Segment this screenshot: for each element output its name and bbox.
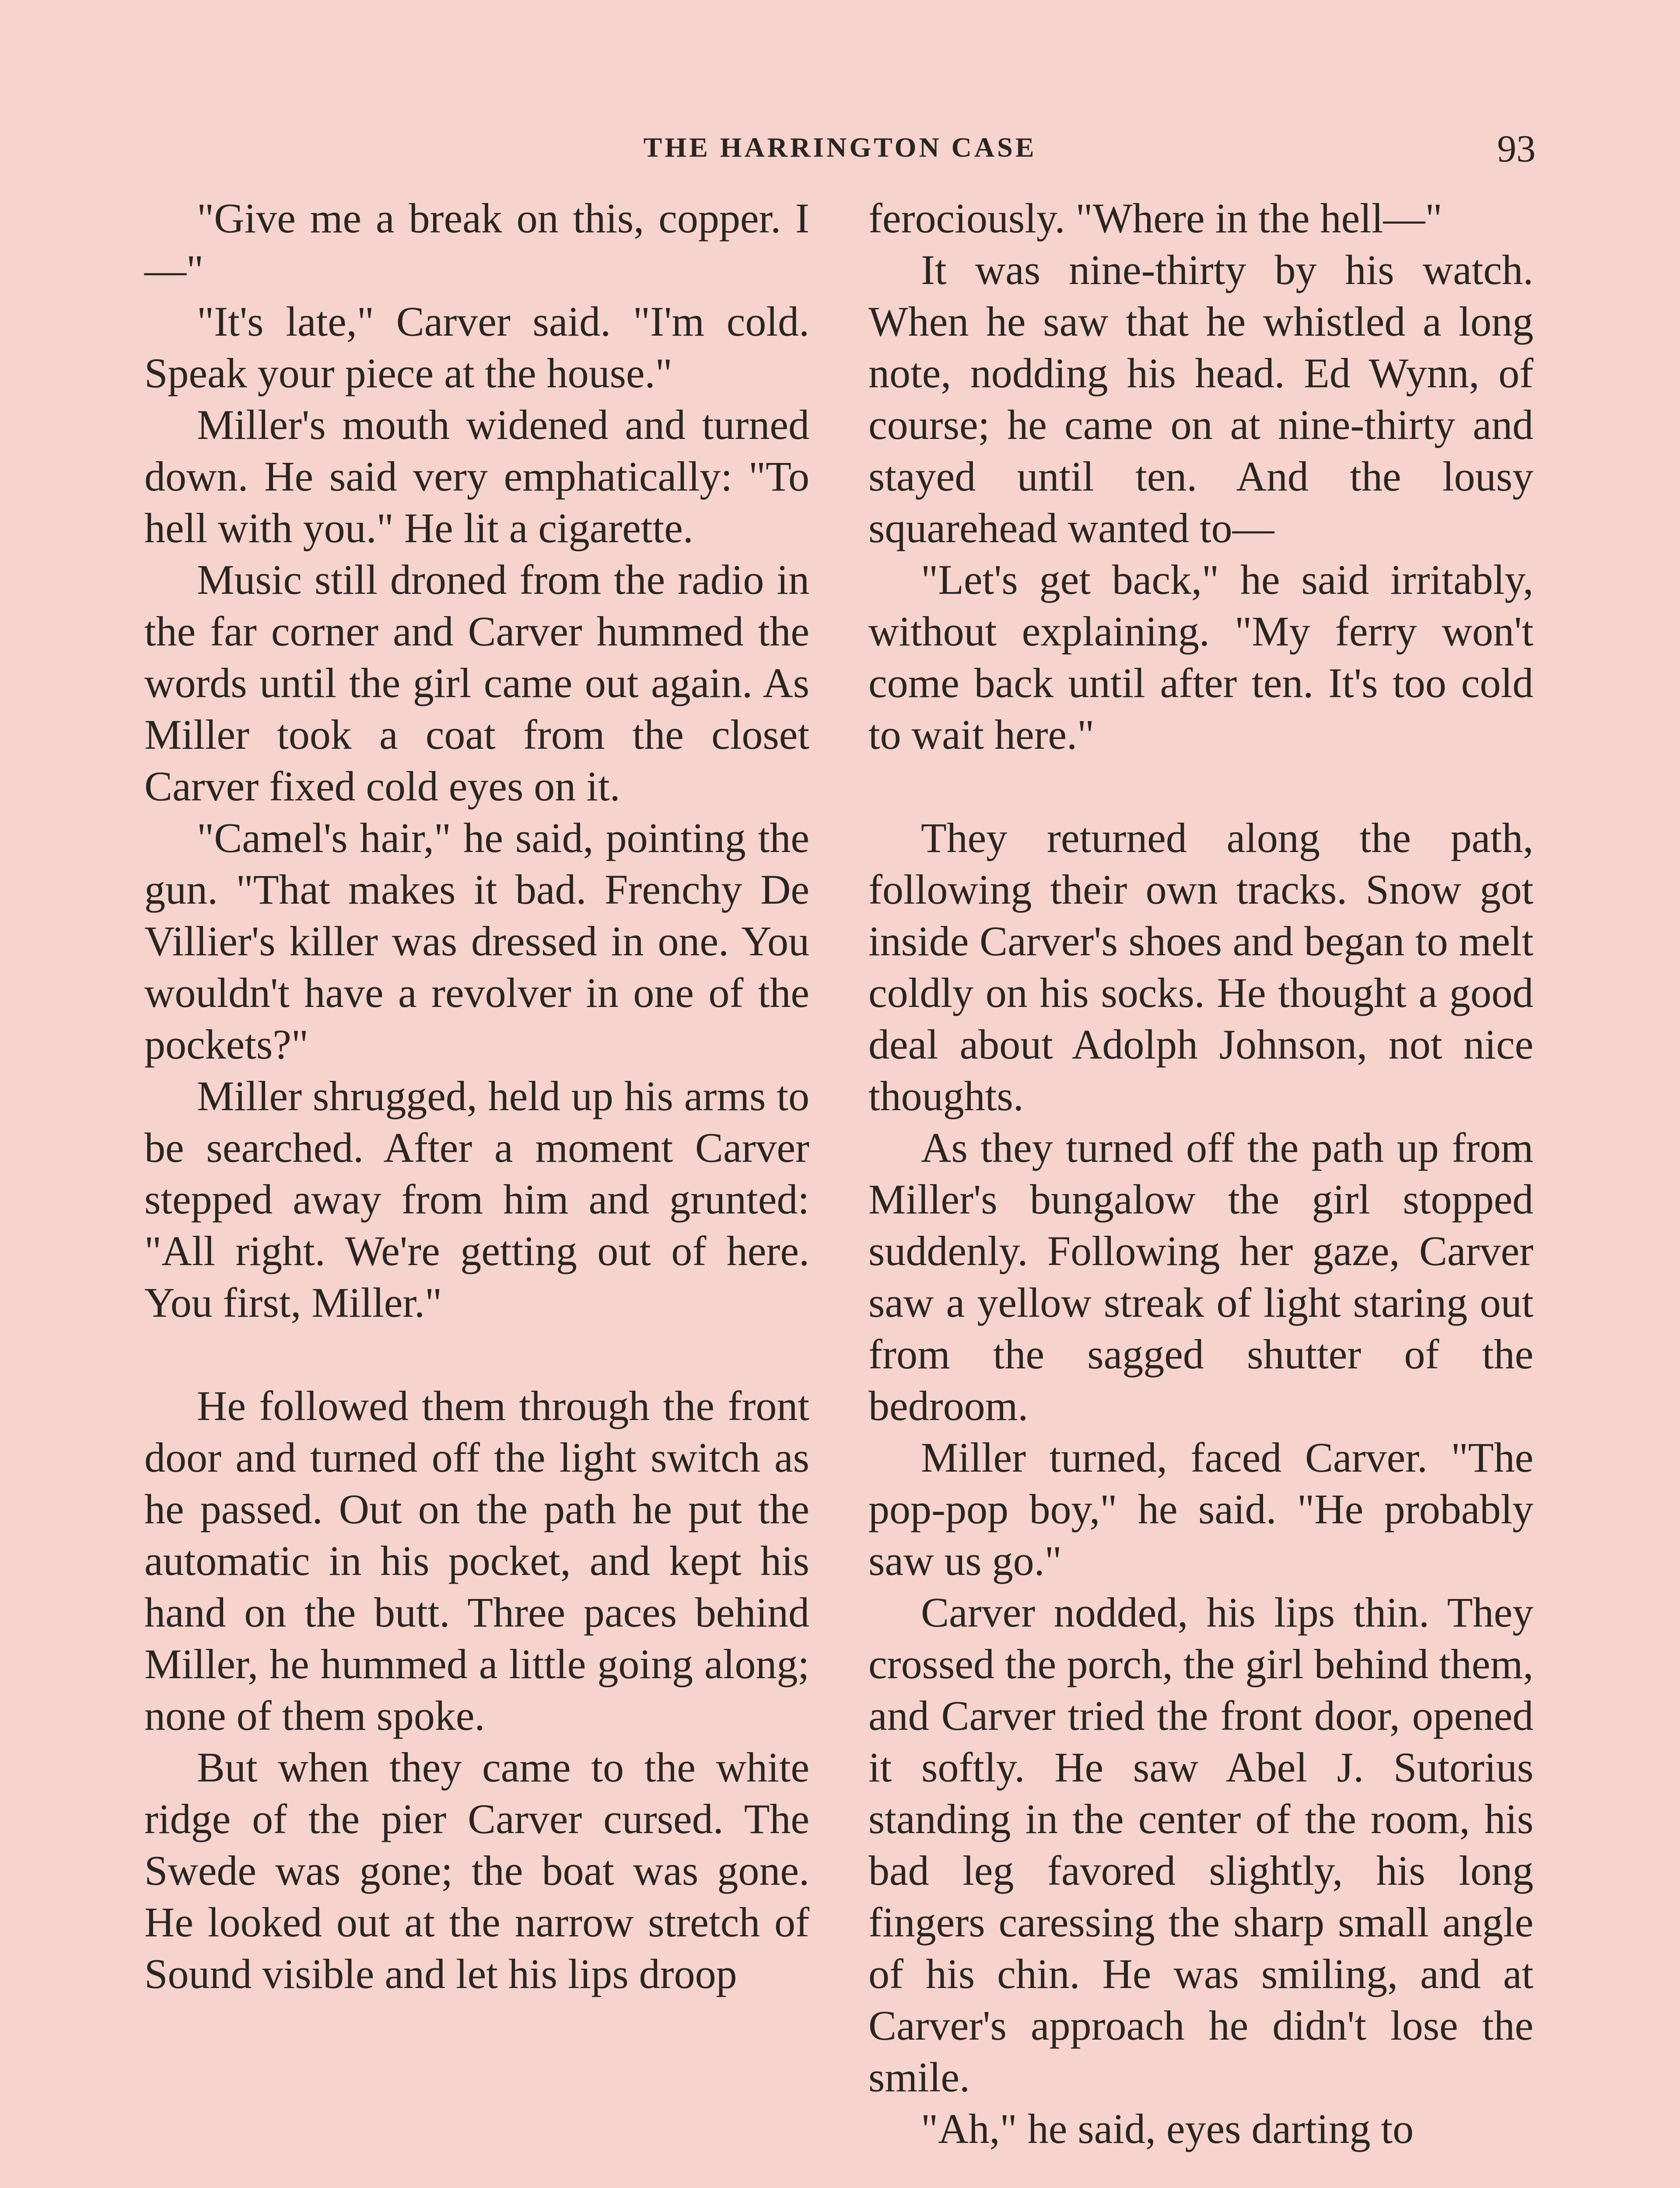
left-column [144, 193, 809, 2000]
paragraph: Miller turned, faced Carver. "The pop-pop boy," he said. "He probably saw us go." [868, 1434, 1533, 1584]
paragraph: He followed them through the front door and turned off the light switch as he passed. Out on the path he put the automatic in his pocket, and kept his hand on the butt. Three paces behind Miller, he hummed a little going along; none of them spoke. [144, 1382, 809, 1739]
paragraph: "It's late," Carver said. "I'm cold. Speak your piece at the house." [144, 298, 809, 396]
paragraph: "Ah," he said, eyes darting to [921, 2105, 1414, 2152]
paragraph: ferociously. "Where in the hell—" [868, 195, 1442, 242]
running-head: THE HARRINGTON CASE [643, 132, 1037, 163]
paragraph: "Camel's hair," he said, pointing the gun. "That makes it bad. Frenchy De Villier's killer was dressed in one. You wouldn't have a revolver in one of the pockets?" [144, 814, 809, 1068]
page-number: 93 [1497, 128, 1536, 170]
paragraph: "Give me a break on this, copper. I—" [144, 195, 809, 293]
page-header [144, 127, 1536, 179]
paragraph: It was nine-thirty by his watch. When he saw that he whistled a long note, nodding his head. Ed Wynn, of course; he came on at nine-thirty and stayed until ten. And the lousy squarehead wanted to— [868, 246, 1533, 551]
paragraph: "Let's get back," he said irritably, without explaining. "My ferry won't come back until after ten. It's too cold to wait here." [868, 556, 1533, 758]
paragraph: Carver nodded, his lips thin. They crossed the porch, the girl behind them, and Carver tried the front door, opened it softly. He saw Abel J. Sutorius standing in the center of the room, his bad leg favored slightly, his long fingers caressing the sharp small angle of his chin. He was smiling, and at Carver's approach he didn't lose the smile. [868, 1589, 1533, 2100]
paragraph: They returned along the path, following their own tracks. Snow got inside Carver's shoes and began to melt coldly on his socks. He thought a good deal about Adolph Johnson, not nice thoughts. [868, 814, 1533, 1119]
paragraph: Miller shrugged, held up his arms to be searched. After a moment Carver stepped away from him and grunted: "All right. We're getting out of here. You first, Miller." [144, 1073, 809, 1326]
paragraph: But when they came to the white ridge of the pier Carver cursed. The Swede was gone; the boat was gone. He looked out at the narrow stretch of Sound visible and let his lips droop [144, 1744, 809, 1997]
right-column [868, 193, 1533, 2155]
paragraph: Music still droned from the radio in the far corner and Carver hummed the words until the girl came out again. As Miller took a coat from the closet Carver fixed cold eyes on it. [144, 556, 809, 810]
paragraph: Miller's mouth widened and turned down. He said very emphatically: "To hell with you." He lit a cigarette. [144, 401, 809, 551]
paragraph: As they turned off the path up from Miller's bungalow the girl stopped suddenly. Following her gaze, Carver saw a yellow streak of light staring out from the sagged shutter of the bedroom. [868, 1124, 1533, 1429]
